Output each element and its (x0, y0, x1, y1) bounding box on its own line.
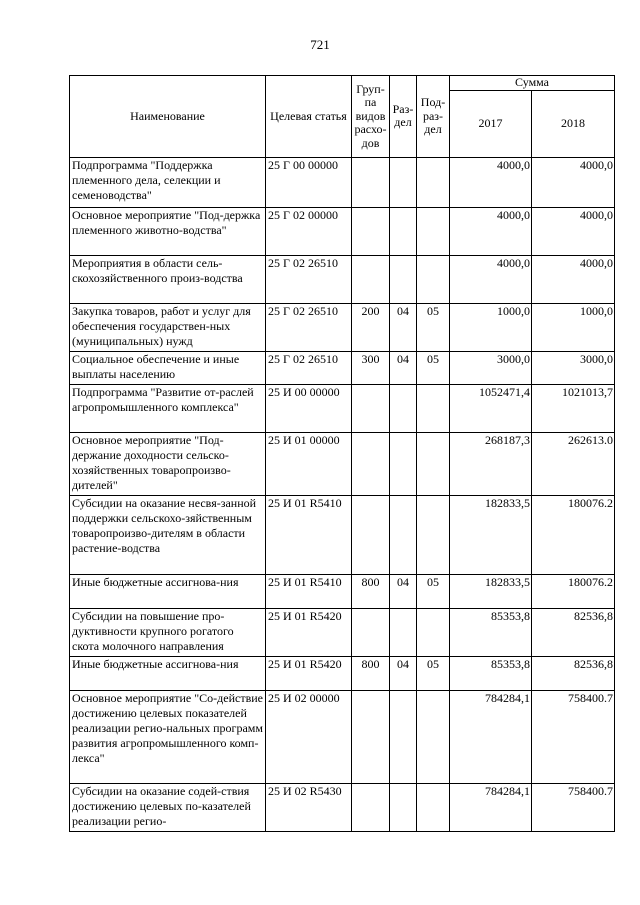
row-name-cell: Субсидии на оказание несвя-занной поддержки сельскохо-зяйственным товаропроизво-дителям в области растение-водства (70, 495, 266, 574)
row-section-cell (390, 783, 417, 831)
row-section-cell (390, 157, 417, 207)
row-sum-2017-cell: 4000,0 (450, 157, 532, 207)
row-name-cell: Подпрограмма "Развитие от-раслей агропромышленного комплекса" (70, 384, 266, 432)
row-name-cell: Закупка товаров, работ и услуг для обеспечения государствен-ных (муниципальных) нужд (70, 303, 266, 351)
row-subsection-cell: 05 (417, 574, 450, 608)
row-sum-2018-cell: 4000,0 (532, 207, 615, 255)
row-group-cell (352, 432, 390, 495)
row-sum-2018-cell: 4000,0 (532, 157, 615, 207)
row-group-cell (352, 690, 390, 783)
row-group-cell (352, 495, 390, 574)
row-name-cell: Социальное обеспечение и иные выплаты населению (70, 351, 266, 384)
row-subsection-cell (417, 255, 450, 303)
row-sum-2017-cell: 1052471,4 (450, 384, 532, 432)
row-sum-2017-cell: 85353,8 (450, 656, 532, 690)
row-sum-2017-cell: 4000,0 (450, 207, 532, 255)
row-code-cell: 25 И 01 00000 (266, 432, 352, 495)
table-row (70, 783, 615, 831)
row-subsection-cell (417, 207, 450, 255)
row-code-cell: 25 И 01 R5410 (266, 574, 352, 608)
row-code-cell: 25 Г 02 26510 (266, 255, 352, 303)
row-sum-2018-cell: 4000,0 (532, 255, 615, 303)
table-body (70, 157, 615, 831)
row-name-cell: Субсидии на повышение про-дуктивности крупного рогатого скота молочного направления (70, 608, 266, 656)
row-subsection-cell: 05 (417, 303, 450, 351)
row-group-cell (352, 255, 390, 303)
row-name-cell: Основное мероприятие "Под-держка племенного животно-водства" (70, 207, 266, 255)
row-group-cell: 800 (352, 574, 390, 608)
row-section-cell (390, 255, 417, 303)
table-row (70, 255, 615, 303)
header-subsection: Под-раз-дел (417, 76, 450, 158)
row-name-cell: Подпрограмма "Поддержка племенного дела, селекции и семеноводства" (70, 157, 266, 207)
row-sum-2017-cell: 85353,8 (450, 608, 532, 656)
row-sum-2017-cell: 268187,3 (450, 432, 532, 495)
row-sum-2018-cell: 180076.2 (532, 495, 615, 574)
row-subsection-cell (417, 690, 450, 783)
row-code-cell: 25 И 02 R5430 (266, 783, 352, 831)
row-name-cell: Субсидии на оказание содей-ствия достижению целевых по-казателей реализации регио- (70, 783, 266, 831)
row-section-cell (390, 207, 417, 255)
table-row (70, 384, 615, 432)
row-group-cell (352, 783, 390, 831)
table-row (70, 495, 615, 574)
table-row (70, 690, 615, 783)
row-code-cell: 25 И 02 00000 (266, 690, 352, 783)
table-row (70, 207, 615, 255)
row-group-cell (352, 157, 390, 207)
row-section-cell (390, 432, 417, 495)
row-sum-2017-cell: 182833,5 (450, 574, 532, 608)
row-group-cell: 800 (352, 656, 390, 690)
row-section-cell: 04 (390, 351, 417, 384)
row-code-cell: 25 И 01 R5420 (266, 656, 352, 690)
row-subsection-cell: 05 (417, 351, 450, 384)
row-group-cell (352, 384, 390, 432)
row-sum-2017-cell: 784284,1 (450, 690, 532, 783)
row-sum-2018-cell: 758400.7 (532, 783, 615, 831)
row-code-cell: 25 Г 00 00000 (266, 157, 352, 207)
row-section-cell: 04 (390, 574, 417, 608)
header-name: Наименование (70, 76, 266, 158)
row-sum-2018-cell: 3000,0 (532, 351, 615, 384)
table-row (70, 574, 615, 608)
row-section-cell: 04 (390, 656, 417, 690)
row-sum-2018-cell: 82536,8 (532, 656, 615, 690)
row-code-cell: 25 Г 02 00000 (266, 207, 352, 255)
row-section-cell (390, 608, 417, 656)
row-sum-2017-cell: 784284,1 (450, 783, 532, 831)
table-row (70, 351, 615, 384)
row-code-cell: 25 И 00 00000 (266, 384, 352, 432)
row-name-cell: Основное мероприятие "Под-держание доходности сельско-хозяйственных товаропроизво-дителей" (70, 432, 266, 495)
row-section-cell (390, 495, 417, 574)
table-row (70, 432, 615, 495)
row-sum-2017-cell: 4000,0 (450, 255, 532, 303)
row-subsection-cell (417, 495, 450, 574)
row-section-cell: 04 (390, 303, 417, 351)
header-group: Груп-па видов расхо-дов (352, 76, 390, 158)
row-group-cell: 300 (352, 351, 390, 384)
row-sum-2017-cell: 1000,0 (450, 303, 532, 351)
row-subsection-cell: 05 (417, 656, 450, 690)
row-code-cell: 25 Г 02 26510 (266, 351, 352, 384)
row-sum-2018-cell: 262613.0 (532, 432, 615, 495)
row-subsection-cell (417, 608, 450, 656)
table-row (70, 656, 615, 690)
table-row (70, 608, 615, 656)
page-number: 721 (310, 37, 330, 52)
row-group-cell: 200 (352, 303, 390, 351)
row-section-cell (390, 384, 417, 432)
row-sum-2018-cell: 758400.7 (532, 690, 615, 783)
row-name-cell: Иные бюджетные ассигнова-ния (70, 656, 266, 690)
row-sum-2018-cell: 82536,8 (532, 608, 615, 656)
row-section-cell (390, 690, 417, 783)
row-group-cell (352, 207, 390, 255)
row-subsection-cell (417, 157, 450, 207)
row-code-cell: 25 И 01 R5420 (266, 608, 352, 656)
row-name-cell: Основное мероприятие "Со-действие достижению целевых показателей реализации регио-нальных программ развития агропромышленного комп-лекса" (70, 690, 266, 783)
row-sum-2018-cell: 1021013,7 (532, 384, 615, 432)
budget-table (69, 75, 615, 832)
row-sum-2018-cell: 180076.2 (532, 574, 615, 608)
header-section: Раз-дел (390, 76, 417, 158)
row-subsection-cell (417, 783, 450, 831)
table-row (70, 157, 615, 207)
header-year-2017: 2017 (450, 90, 532, 157)
header-sum: Сумма (450, 76, 615, 91)
header-target: Целевая статья (266, 76, 352, 158)
row-sum-2017-cell: 3000,0 (450, 351, 532, 384)
row-code-cell: 25 И 01 R5410 (266, 495, 352, 574)
row-group-cell (352, 608, 390, 656)
row-sum-2017-cell: 182833,5 (450, 495, 532, 574)
row-subsection-cell (417, 432, 450, 495)
row-subsection-cell (417, 384, 450, 432)
table-row (70, 303, 615, 351)
row-code-cell: 25 Г 02 26510 (266, 303, 352, 351)
row-name-cell: Иные бюджетные ассигнова-ния (70, 574, 266, 608)
row-name-cell: Мероприятия в области сель-скохозяйственного произ-водства (70, 255, 266, 303)
header-year-2018: 2018 (532, 90, 615, 157)
row-sum-2018-cell: 1000,0 (532, 303, 615, 351)
